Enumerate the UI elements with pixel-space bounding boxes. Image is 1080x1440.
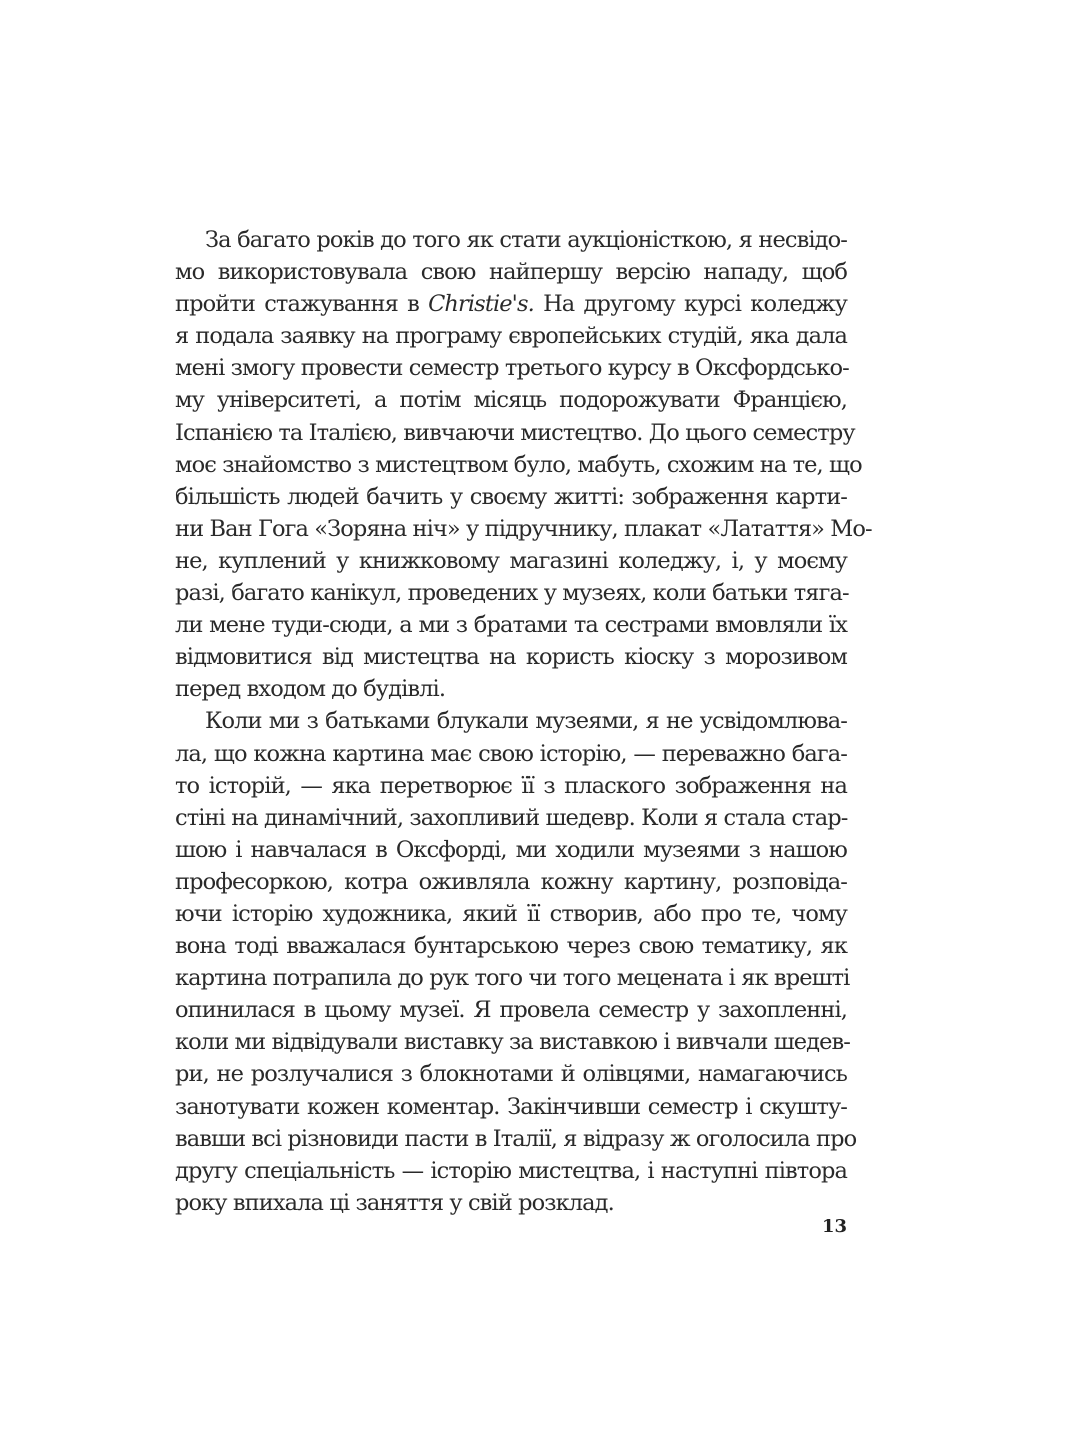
paragraph-1	[175, 224, 872, 705]
text-line: вавши всі різновиди пасти в Італії, я відразу ж оголосила про	[175, 1125, 857, 1152]
italic-company-name: Christie's.	[428, 291, 534, 318]
text-line: мені змогу провести семестр третього курсу в Оксфордсько-	[175, 355, 849, 382]
paragraph-2	[175, 705, 857, 1219]
text-line: Іспанією та Італією, вивчаючи мистецтво. До цього семестру	[175, 419, 855, 446]
text-line: то історій, — яка перетворює її з плаского зображення на	[175, 772, 847, 799]
text-line: шою і навчалася в Оксфорді, ми ходили музеями з нашою	[175, 836, 847, 863]
text-line: ли мене туди-сюди, а ми з братами та сестрами вмовляли їх	[175, 612, 847, 639]
text-line: занотувати кожен коментар. Закінчивши семестр і скушту-	[175, 1093, 847, 1120]
text-fragment: На другому курсі коледжу	[533, 291, 847, 318]
text-line: коли ми відвідували виставку за виставкою і вивчали шедев-	[175, 1029, 851, 1056]
text-line: я подала заявку на програму європейських студій, яка дала	[175, 323, 847, 350]
text-line: ни Ван Гога «Зоряна ніч» у підручнику, плакат «Латаття» Мо-	[175, 515, 872, 542]
text-line: ла, що кожна картина має свою історію, — переважно бага-	[175, 740, 847, 767]
text-line: картина потрапила до рук того чи того мецената і як врешті	[175, 965, 850, 992]
text-line	[175, 288, 847, 320]
text-line: ри, не розлучалися з блокнотами й олівцями, намагаючись	[175, 1061, 847, 1088]
text-line: моє знайомство з мистецтвом було, мабуть, схожим на те, що	[175, 451, 862, 478]
text-line: не, куплений у книжковому магазині коледжу, і, у моєму	[175, 547, 847, 574]
text-line: професоркою, котра оживляла кожну картину, розповіда-	[175, 868, 847, 895]
text-line: року впихала ці заняття у свій розклад.	[175, 1189, 614, 1216]
text-line: За багато років до того як стати аукціоністкою, я несвідо-	[205, 227, 847, 253]
text-line: Коли ми з батьками блукали музеями, я не усвідомлюва-	[205, 708, 847, 735]
text-fragment: пройти стажування в	[175, 291, 429, 318]
text-line: разі, багато канікул, проведених у музеях, коли батьки тяга-	[175, 580, 849, 607]
text-line: мо використовувала свою найпершу версію нападу, щоб	[175, 259, 847, 286]
text-line: більшість людей бачить у своєму житті: зображення карти-	[175, 483, 847, 510]
text-line: відмовитися від мистецтва на користь кіоску з морозивом	[175, 644, 847, 671]
text-line: опинилася в цьому музеї. Я провела семестр у захопленні,	[175, 997, 847, 1024]
page-number: 13	[821, 1216, 847, 1237]
text-line: ючи історію художника, який її створив, або про те, чому	[175, 900, 847, 927]
text-line: другу спеціальність — історію мистецтва, і наступні півтора	[175, 1157, 847, 1184]
text-line: му університеті, а потім місяць подорожувати Францією,	[175, 387, 847, 414]
text-line: стіні на динамічний, захопливий шедевр. Коли я стала стар-	[175, 804, 848, 831]
body-text	[175, 224, 872, 1219]
text-line: перед входом до будівлі.	[175, 676, 446, 703]
text-line: вона тоді вважалася бунтарською через свою тематику, як	[175, 933, 847, 960]
